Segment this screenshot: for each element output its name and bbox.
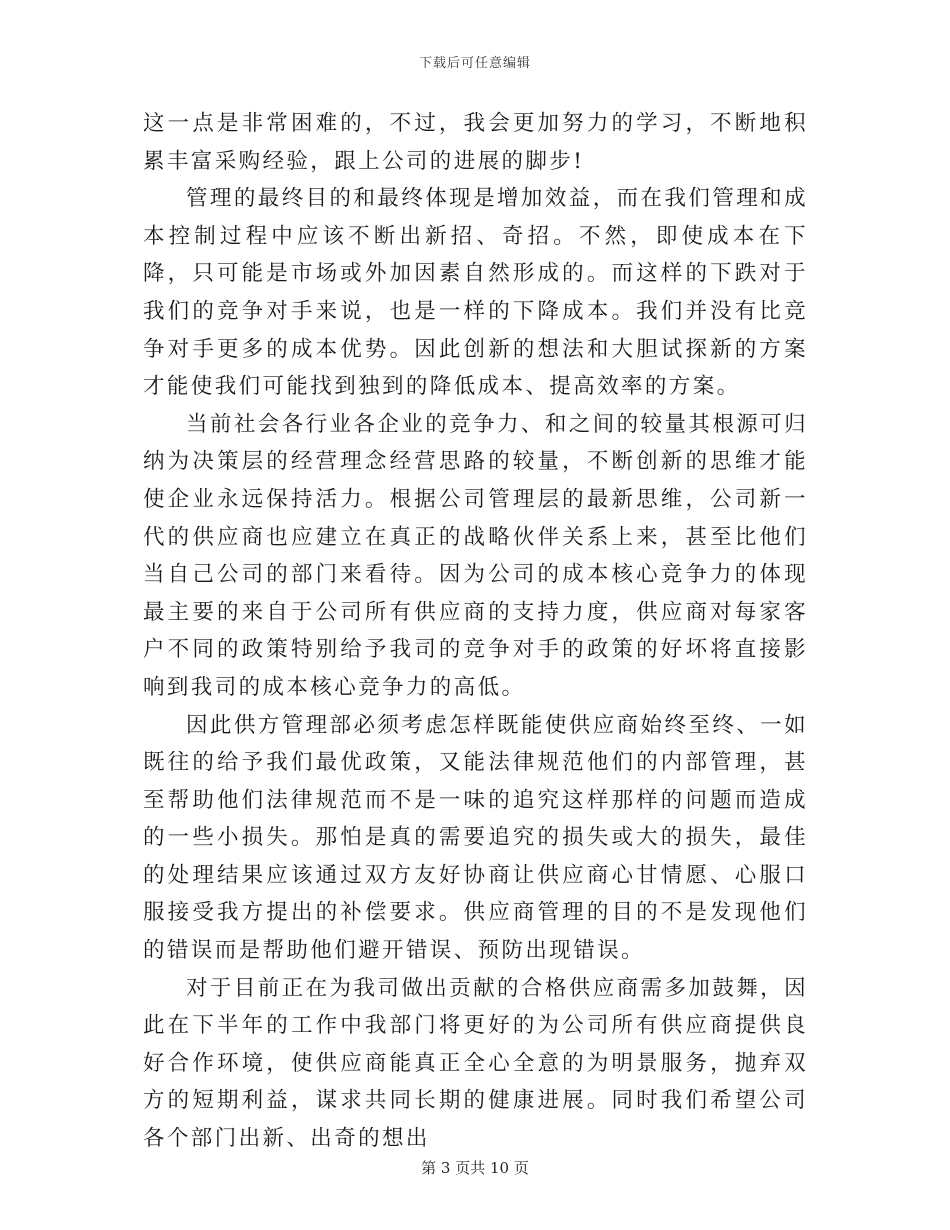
body-text (143, 105, 808, 1158)
page-header: 下载后可任意编辑 (418, 56, 531, 71)
paragraph: 对于目前正在为我司做出贡献的合格供应商需多加鼓舞，因此在下半年的工作中我部门将更好的为公司所有供应商提供良好合作环境，使供应商能真正全心全意的为明景服务，抛弃双方的短期利益，谋求共同长期的健康进展。同时我们希望公司各个部门出新、出奇的想出 (143, 975, 808, 1152)
paragraph: 管理的最终目的和最终体现是增加效益，而在我们管理和成本控制过程中应该不断出新招、奇招。不然，即使成本在下降，只可能是市场或外加因素自然形成的。而这样的下跌对于我们的竞争对手来说，也是一样的下降成本。我们并没有比竞争对手更多的成本优势。因此创新的想法和大胆试探新的方案才能使我们可能找到独到的降低成本、提高效率的方案。 (143, 186, 808, 400)
page-number-footer: 第 3 页共 10 页 (421, 1159, 529, 1177)
paragraph: 因此供方管理部必须考虑怎样既能使供应商始终至终、一如既往的给予我们最优政策，又能法律规范他们的内部管理，甚至帮助他们法律规范而不是一味的追究这样那样的问题而造成的一些小损失。那怕是真的需要追究的损失或大的损失，最佳的处理结果应该通过双方友好协商让供应商心甘情愿、心服口服接受我方提出的补偿要求。供应商管理的目的不是发现他们的错误而是帮助他们避开错误、预防出现错误。 (143, 712, 808, 964)
paragraph-continued: 这一点是非常困难的，不过，我会更加努力的学习，不断地积累丰富采购经验，跟上公司的进展的脚步! (143, 111, 808, 174)
paragraph: 当前社会各行业各企业的竞争力、和之间的较量其根源可归纳为决策层的经营理念经营思路的较量，不断创新的思维才能使企业永远保持活力。根据公司管理层的最新思维，公司新一代的供应商也应建立在真正的战略伙伴关系上来，甚至比他们当自己公司的部门来看待。因为公司的成本核心竞争力的体现最主要的来自于公司所有供应商的支持力度，供应商对每家客户不同的政策特别给予我司的竞争对手的政策的好坏将直接影响到我司的成本核心竞争力的高低。 (143, 411, 808, 700)
